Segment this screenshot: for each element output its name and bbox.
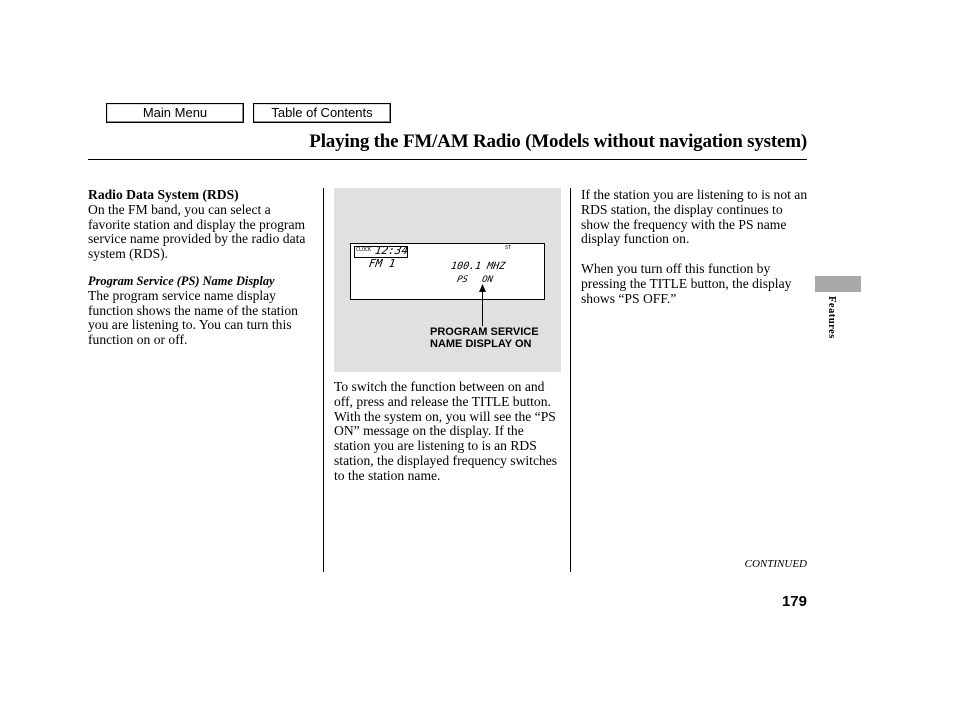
figure-caption <box>430 326 560 350</box>
section-heading: Radio Data System (RDS) <box>88 187 239 202</box>
figure-caption-line: PROGRAM SERVICE <box>430 326 539 338</box>
section-tab <box>815 276 861 292</box>
body-paragraph: To switch the function between on and off, press and release the TITLE button. With the system on, you will see the “PS ON” message on the display. If the station you are listening to is an RDS station, the displayed frequency switches to the station name. <box>334 379 558 483</box>
clock-label: CLOCK <box>356 247 372 253</box>
intro-paragraph: On the FM band, you can select a favorite station and display the program service name provided by the radio data system (RDS). <box>88 201 306 262</box>
section-tab-label: Features <box>826 296 837 339</box>
continued-note: CONTINUED <box>744 558 807 570</box>
band-readout: FM 1 <box>368 257 397 270</box>
table-of-contents-button[interactable]: Table of Contents <box>253 103 391 123</box>
body-paragraph: If the station you are listening to is not an RDS station, the display continues to show the frequency with the PS name display function on. <box>581 187 808 247</box>
page-number: 179 <box>781 593 807 610</box>
figure-caption-line: NAME DISPLAY ON <box>430 338 532 350</box>
column-divider <box>323 188 324 572</box>
page-title: Playing the FM/AM Radio (Models without navigation system) <box>309 131 807 152</box>
column-middle <box>334 380 562 484</box>
stereo-indicator: ST <box>505 245 512 251</box>
frequency-readout: 100.1 MHZ <box>450 261 506 272</box>
title-rule <box>88 159 807 160</box>
clock-readout: 12:34 <box>374 244 410 257</box>
main-menu-button[interactable]: Main Menu <box>106 103 244 123</box>
body-paragraph: The program service name display function shows the name of the station you are listening to. You can turn this function on or off. <box>88 287 298 348</box>
body-paragraph: When you turn off this function by pressing the TITLE button, the display shows “PS OFF.” <box>581 261 792 306</box>
on-indicator: ON <box>481 275 494 285</box>
subsection-heading: Program Service (PS) Name Display <box>88 273 275 288</box>
ps-indicator: PS <box>456 275 469 285</box>
column-divider <box>570 188 571 572</box>
column-left <box>88 188 316 348</box>
column-right <box>581 188 813 307</box>
radio-display-figure <box>334 188 561 372</box>
